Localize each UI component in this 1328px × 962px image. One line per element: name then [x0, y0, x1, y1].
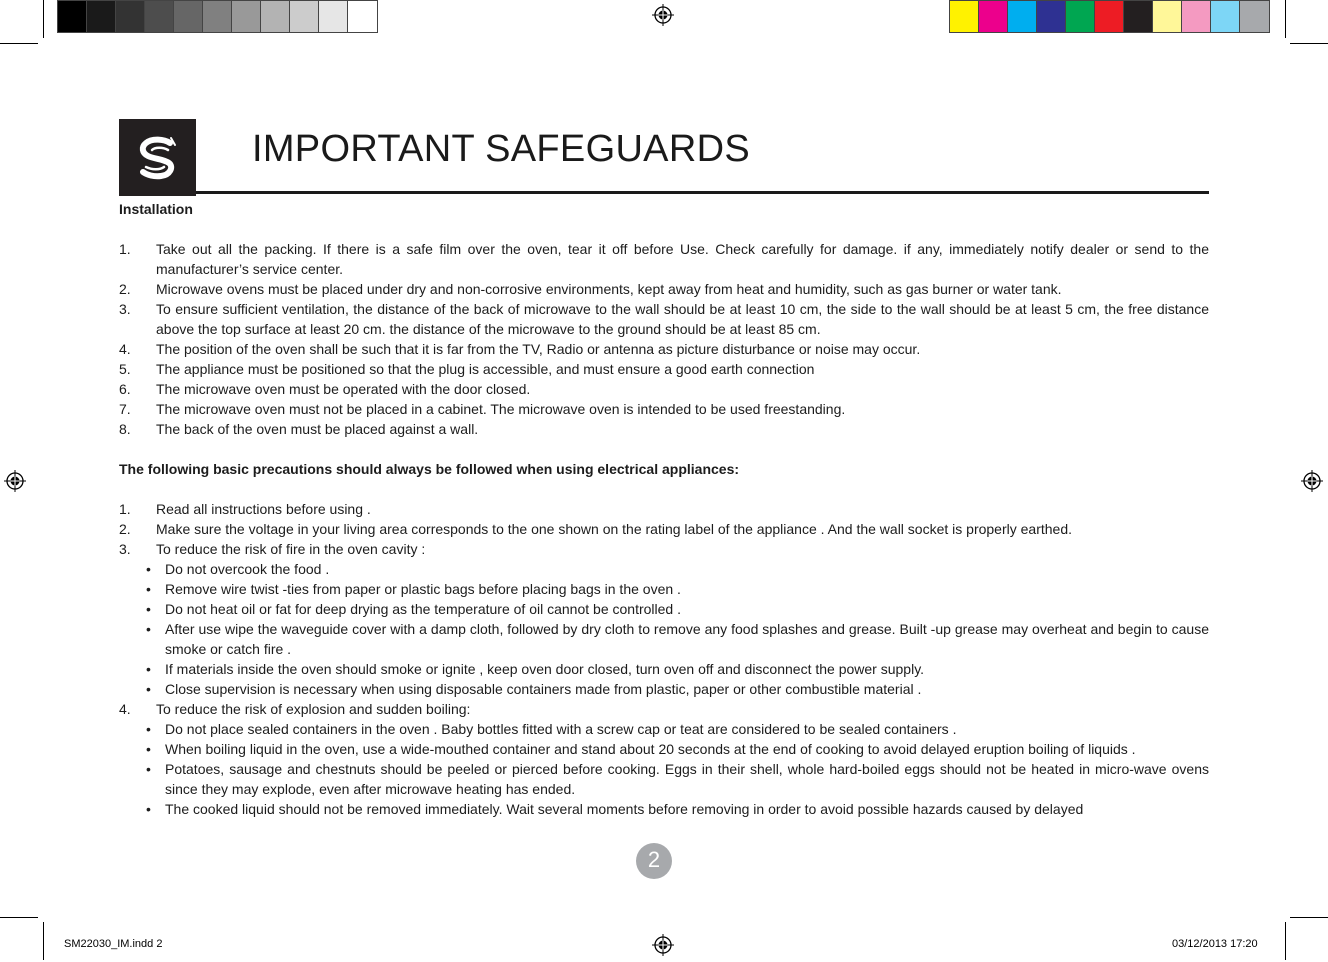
crop-mark [43, 922, 44, 960]
color-swatch [950, 1, 979, 32]
bullet-item [119, 579, 1209, 599]
item-text: The back of the oven must be placed against a wall. [156, 421, 479, 437]
bullet-text: If materials inside the oven should smoke or ignite , keep oven door closed, turn oven off and disconnect the power supply. [165, 661, 925, 677]
bullet-dot-icon: • [146, 761, 151, 777]
item-text: Microwave ovens must be placed under dry and non-corrosive environments, kept away from heat and humidity, such as gas burner or water tank. [156, 281, 1062, 297]
item-number: 1. [119, 501, 131, 517]
registration-mark-icon [4, 470, 26, 492]
installation-list [119, 239, 1209, 439]
list-item [119, 299, 1209, 339]
gray-swatch [58, 1, 87, 32]
item-number: 2. [119, 281, 131, 297]
bullet-item [119, 659, 1209, 679]
crop-mark [1285, 922, 1286, 960]
crop-mark [1285, 0, 1286, 38]
color-swatch [1182, 1, 1211, 32]
item-text: The microwave oven must not be placed in a cabinet. The microwave oven is intended to be used freestanding. [156, 401, 846, 417]
list-item [119, 519, 1209, 539]
gray-swatch [116, 1, 145, 32]
registration-mark-icon [1301, 470, 1323, 492]
color-swatch [1037, 1, 1066, 32]
bullet-item [119, 719, 1209, 739]
item-text: The microwave oven must be operated with the door closed. [156, 381, 531, 397]
bullet-list-explosion [119, 719, 1209, 819]
bullet-text: The cooked liquid should not be removed immediately. Wait several moments before removing in order to avoid possible hazards caused by delayed [165, 801, 1084, 817]
registration-mark-icon [652, 4, 674, 26]
bullet-dot-icon: • [146, 801, 151, 817]
footer-file-name: SM22030_IM.indd 2 [64, 938, 163, 950]
bullet-dot-icon: • [146, 741, 151, 757]
item-number: 4. [119, 701, 131, 717]
gray-swatch [319, 1, 348, 32]
item-number: 3. [119, 301, 131, 317]
bullet-dot-icon: • [146, 581, 151, 597]
gray-swatch [145, 1, 174, 32]
bullet-text: Close supervision is necessary when using disposable containers made from plastic, paper or other combustible material . [165, 681, 922, 697]
bullet-item [119, 599, 1209, 619]
bullet-dot-icon: • [146, 561, 151, 577]
list-item [119, 539, 1209, 559]
registration-mark-icon [652, 934, 674, 956]
swan-logo-icon [130, 130, 186, 186]
item-text: To reduce the risk of explosion and sudden boiling: [156, 701, 471, 717]
crop-mark [1290, 43, 1328, 44]
bullet-dot-icon: • [146, 621, 151, 637]
item-text: Take out all the packing. If there is a safe film over the oven, tear it off before Use. Check carefully for damage. if any, immediately notify dealer or send to the manufacturer’s service center. [156, 241, 1209, 277]
gray-swatch [348, 1, 377, 32]
crop-mark [0, 917, 38, 918]
list-item [119, 379, 1209, 399]
item-text: To reduce the risk of fire in the oven cavity : [156, 541, 426, 557]
bullet-item [119, 559, 1209, 579]
item-number: 6. [119, 381, 131, 397]
crop-mark [43, 0, 44, 38]
section-heading-precautions: The following basic precautions should always be followed when using electrical appliances: [119, 461, 740, 477]
title-rule [196, 191, 1209, 194]
bullet-dot-icon: • [146, 721, 151, 737]
crop-mark [1290, 917, 1328, 918]
crop-mark [0, 43, 38, 44]
color-swatch [1211, 1, 1240, 32]
list-item [119, 399, 1209, 419]
item-text: Read all instructions before using . [156, 501, 371, 517]
bullet-dot-icon: • [146, 681, 151, 697]
bullet-text: Do not overcook the food . [165, 561, 330, 577]
color-swatch [1240, 1, 1269, 32]
bullet-text: Do not heat oil or fat for deep drying as the temperature of oil cannot be controlled . [165, 601, 681, 617]
bullet-text: When boiling liquid in the oven, use a wide-mouthed container and stand about 20 seconds at the end of cooking to avoid delayed eruption boiling of liquids . [165, 741, 1136, 757]
bullet-text: Remove wire twist -ties from paper or plastic bags before placing bags in the oven . [165, 581, 681, 597]
list-item [119, 239, 1209, 279]
color-swatch [1095, 1, 1124, 32]
item-number: 3. [119, 541, 131, 557]
list-item [119, 699, 1209, 719]
bullet-item [119, 799, 1209, 819]
item-number: 7. [119, 401, 131, 417]
item-number: 5. [119, 361, 131, 377]
bullet-item [119, 679, 1209, 699]
item-text: The position of the oven shall be such that it is far from the TV, Radio or antenna as picture disturbance or noise may occur. [156, 341, 921, 357]
section-heading-installation: Installation [119, 201, 193, 217]
item-text: The appliance must be positioned so that the plug is accessible, and must ensure a good earth connection [156, 361, 815, 377]
grayscale-color-bar [57, 0, 378, 33]
bullet-list-fire [119, 559, 1209, 699]
color-swatch [1153, 1, 1182, 32]
gray-swatch [87, 1, 116, 32]
bullet-text: Do not place sealed containers in the oven . Baby bottles fitted with a screw cap or teat are considered to be sealed containers . [165, 721, 957, 737]
item-number: 2. [119, 521, 131, 537]
color-swatch [979, 1, 1008, 32]
item-text: To ensure sufficient ventilation, the distance of the back of microwave to the wall should be at least 10 cm, the side to the wall should be at least 5 cm, the free distance above the top surface at least 20 cm. the distance of the microwave to the ground should be at least 85 cm. [156, 301, 1209, 337]
bullet-text: After use wipe the waveguide cover with a damp cloth, followed by dry cloth to remove any food splashes and grease. Built -up grease may overheat and begin to cause smoke or catch fire . [165, 621, 1209, 657]
item-number: 8. [119, 421, 131, 437]
color-swatch [1124, 1, 1153, 32]
list-item [119, 499, 1209, 519]
list-item [119, 359, 1209, 379]
list-item [119, 419, 1209, 439]
bullet-item [119, 759, 1209, 799]
item-text: Make sure the voltage in your living area corresponds to the one shown on the rating label of the appliance . And the wall socket is properly earthed. [156, 521, 1072, 537]
bullet-dot-icon: • [146, 661, 151, 677]
page-number-badge: 2 [636, 843, 672, 879]
bullet-dot-icon: • [146, 601, 151, 617]
page-title: IMPORTANT SAFEGUARDS [252, 128, 750, 170]
list-item [119, 279, 1209, 299]
color-swatch [1008, 1, 1037, 32]
item-number: 4. [119, 341, 131, 357]
gray-swatch [290, 1, 319, 32]
bullet-item [119, 619, 1209, 659]
item-number: 1. [119, 241, 131, 257]
process-color-bar [949, 0, 1270, 33]
gray-swatch [261, 1, 290, 32]
footer-date-time: 03/12/2013 17:20 [1172, 938, 1258, 950]
bullet-item [119, 739, 1209, 759]
gray-swatch [232, 1, 261, 32]
gray-swatch [174, 1, 203, 32]
brand-logo [119, 119, 196, 196]
gray-swatch [203, 1, 232, 32]
main-content [119, 199, 1209, 819]
bullet-text: Potatoes, sausage and chestnuts should be peeled or pierced before cooking. Eggs in their shell, whole hard-boiled eggs should not be heated in micro-wave ovens since they may explode, even after microwave heating has ended. [165, 761, 1209, 797]
color-swatch [1066, 1, 1095, 32]
list-item [119, 339, 1209, 359]
